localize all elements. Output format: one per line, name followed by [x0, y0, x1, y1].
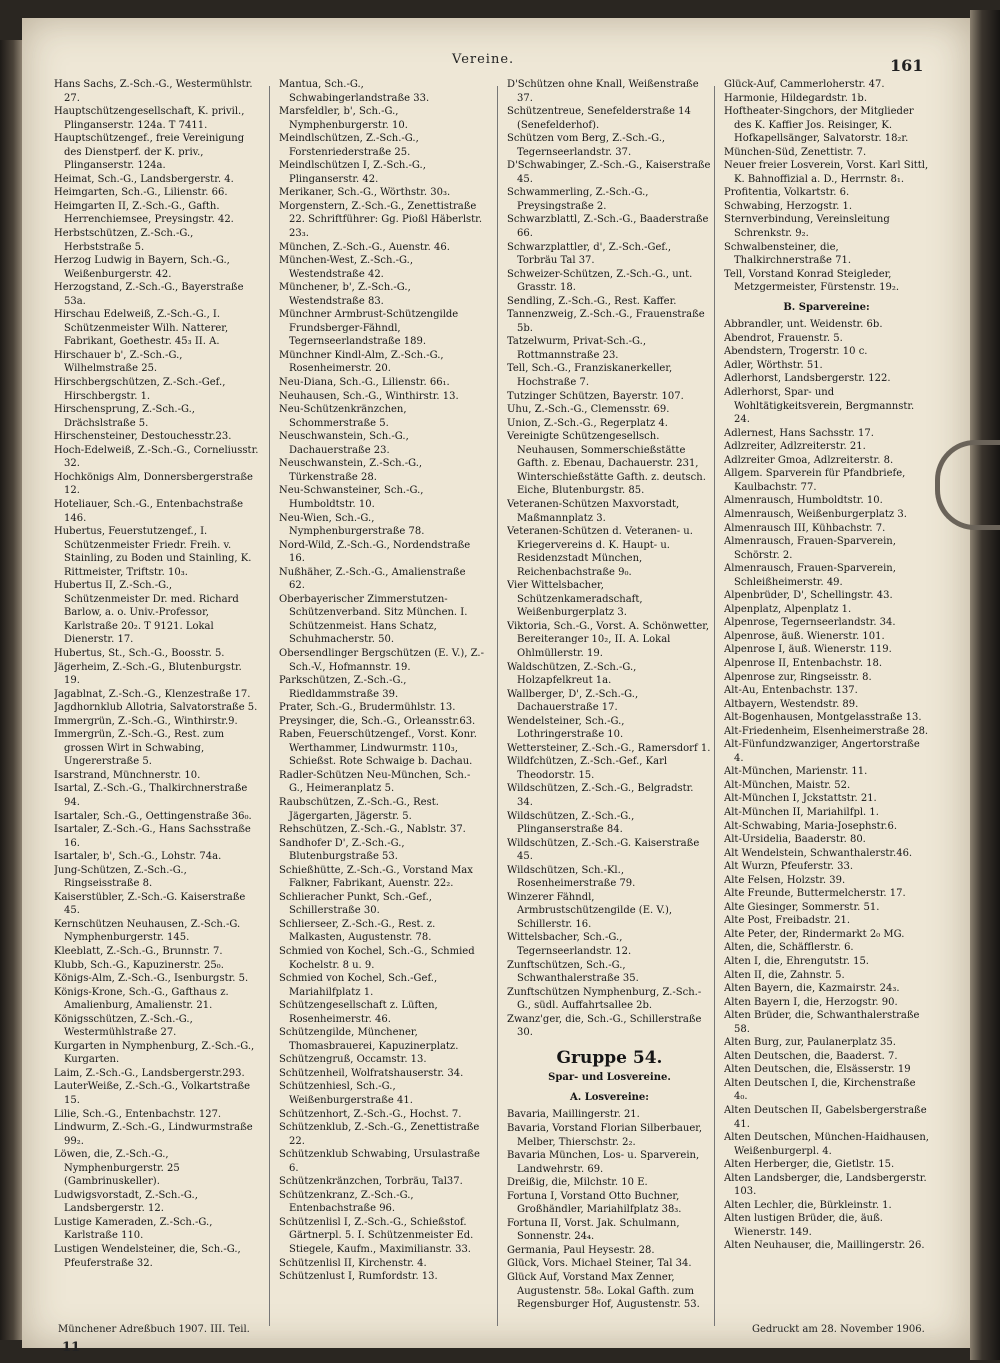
- column-4: [724, 78, 929, 1323]
- directory-entry: Tell, Sch.-G., Franziskanerkeller, Hochstraße 7.: [507, 363, 673, 389]
- directory-entry: Alt-München II, Mariahilfpl. 1.: [724, 806, 879, 818]
- directory-entry: Alten Bayern I, die, Herzogstr. 90.: [724, 996, 898, 1008]
- directory-entry: Schützenlust I, Rumfordstr. 13.: [279, 1271, 438, 1283]
- directory-entry: Jung-Schützen, Z.-Sch.-G., Ringseisstraße 8.: [54, 864, 187, 890]
- directory-entry: Schützenklub, Z.-Sch.-G., Zenettistraße 22.: [279, 1122, 480, 1147]
- directory-entry: Preysinger, die, Sch.-G., Orleansstr.63.: [279, 715, 476, 727]
- directory-entry: Dreißig, die, Milchstr. 10 E.: [507, 1177, 648, 1189]
- directory-entry: Germania, Paul Heysestr. 28.: [507, 1244, 655, 1256]
- column-rule: [269, 86, 270, 1326]
- directory-entry: Schwabing, Herzogstr. 1.: [724, 200, 853, 212]
- directory-entry: Almenrausch, Frauen-Sparverein, Schörstr. 2.: [724, 536, 896, 561]
- adjacent-page-edge: [0, 40, 22, 1340]
- directory-entry: Wildfchützen, Z.-Sch.-Gef., Karl Theodorstr. 15.: [507, 756, 668, 781]
- directory-entry: Herbstschützen, Z.-Sch.-G., Herbststraße 5.: [54, 228, 194, 253]
- directory-entry: Königs-Krone, Sch.-G., Gafthaus z. Amalienburg, Amalienstr. 21.: [54, 986, 229, 1012]
- directory-entry: Herzog Ludwig in Bayern, Sch.-G., Weißenburgerstr. 42.: [54, 255, 230, 280]
- directory-entry: Sternverbindung, Vereinsleitung Schrenkstr. 9₂.: [724, 214, 890, 240]
- column-rule: [714, 86, 715, 1326]
- column-rule: [497, 86, 498, 1326]
- directory-entry: Schützen vom Berg, Z.-Sch.-G., Tegernseerlandstr. 37.: [507, 133, 666, 158]
- directory-entry: Immergrün, Z.-Sch.-G., Rest. zum grossen Wirt in Schwabing, Ungererstraße 5.: [54, 729, 225, 768]
- directory-entry: Tannenzweig, Z.-Sch.-G., Frauenstraße 5b.: [507, 309, 705, 334]
- directory-entry: Neu-Wien, Sch.-G., Nymphenburgerstraße 78.: [279, 512, 425, 538]
- directory-entry: Hoftheater-Singchors, der Mitglieder des K. Kaffier Jos. Reisinger, K. Hofkapellsänger, Salvatorstr. 18₂r.: [724, 106, 914, 145]
- directory-entry: Isartaler, b', Sch.-G., Lohstr. 74a.: [54, 851, 222, 863]
- directory-entry: Hirschauer b', Z.-Sch.-G., Wilhelmstraße 25.: [54, 349, 183, 375]
- directory-entry: Neu-Schützenkränzchen, Schommerstraße 5.: [279, 404, 407, 429]
- directory-entry: Veteranen-Schützen d. Veteranen- u. Kriegervereins d. K. Haupt- u. Residenzstadt München, Reichenbachstraße 9₀.: [507, 526, 693, 578]
- directory-entry: D'Schützen ohne Knall, Weißenstraße 37.: [507, 79, 699, 104]
- directory-entry: Schlieracher Punkt, Sch.-Gef., Schillerstraße 30.: [279, 891, 432, 917]
- directory-entry: Alten Deutschen, die, Elsässerstr. 19: [724, 1064, 911, 1076]
- running-head: Vereine.: [452, 52, 515, 67]
- directory-entry: Schützenhort, Z.-Sch.-G., Hochst. 7.: [279, 1108, 462, 1120]
- directory-entry: Schützengesellschaft z. Lüften, Rosenheimerstr. 46.: [279, 1000, 438, 1025]
- directory-entry: Tatzelwurm, Privat-Sch.-G., Rottmannstraße 23.: [507, 336, 647, 361]
- directory-entry: Altbayern, Westendstr. 89.: [724, 698, 859, 710]
- directory-entry: Hoteliauer, Sch.-G., Entenbachstraße 146.: [54, 498, 244, 524]
- column-2: [279, 78, 484, 1323]
- directory-entry: Ludwigsvorstadt, Z.-Sch.-G., Landsbergerstr. 12.: [54, 1189, 198, 1215]
- directory-entry: Alt Wurzn, Pfeuferstr. 33.: [724, 861, 854, 873]
- directory-entry: Alten Brüder, die, Schwanthalerstraße 58.: [724, 1010, 920, 1035]
- directory-entry: Hochkönigs Alm, Donnersbergerstraße 12.: [54, 471, 253, 497]
- directory-entry: Wildschützen, Sch.-Kl., Rosenheimerstraße 79.: [507, 864, 636, 890]
- directory-entry: Alt Wendelstein, Schwanthalerstr.46.: [724, 847, 913, 859]
- directory-entry: Alpenbrüder, D', Schellingstr. 43.: [724, 590, 893, 602]
- directory-entry: Obersendlinger Bergschützen (E. V.), Z.-Sch.-V., Hofmannstr. 19.: [279, 647, 484, 673]
- directory-entry: Alpenrose I, äuß. Wienerstr. 119.: [724, 644, 892, 656]
- directory-entry: Jägerheim, Z.-Sch.-G., Blutenburgstr. 19.: [54, 661, 242, 687]
- directory-entry: Alten II, die, Zahnstr. 5.: [724, 969, 845, 981]
- directory-entry: Isarstrand, Münchnerstr. 10.: [54, 769, 201, 781]
- directory-entry: Adler, Wörthstr. 51.: [724, 359, 823, 371]
- directory-entry: Jagdhornklub Allotria, Salvatorstraße 5.: [54, 702, 258, 714]
- directory-entry: Alten Neuhauser, die, Maillingerstr. 26.: [724, 1240, 925, 1252]
- footer-imprint: Münchener Adreßbuch 1907. III. Teil.: [58, 1324, 250, 1335]
- directory-entry: Hubertus, St., Sch.-G., Boosstr. 5.: [54, 647, 225, 659]
- directory-entry: Heimgarten II, Z.-Sch.-G., Gafth. Herrenchiemsee, Preysingstr. 42.: [54, 200, 234, 226]
- directory-entry: Union, Z.-Sch.-G., Regerplatz 4.: [507, 417, 668, 429]
- directory-entry: Alten Lechler, die, Bürkleinstr. 1.: [724, 1199, 892, 1211]
- directory-entry: Kleeblatt, Z.-Sch.-G., Brunnstr. 7.: [54, 946, 223, 957]
- directory-entry: Viktoria, Sch.-G., Vorst. A. Schönwetter, Bereiteranger 10₂, II. A. Lokal Ohlmüllerstr. 19.: [507, 620, 710, 659]
- section-b-heading: B. Sparvereine:: [783, 301, 870, 313]
- directory-entry: Heimat, Sch.-G., Landsbergerstr. 4.: [54, 173, 234, 185]
- directory-entry: Bavaria, Vorstand Florian Silberbauer, Melber, Thierschstr. 2₂.: [507, 1123, 703, 1148]
- directory-entry: Alt-Friedenheim, Elsenheimerstraße 28.: [724, 725, 929, 737]
- directory-entry: Schmied von Kochel, Sch.-G., Schmied Kochelstr. 8 u. 9.: [279, 946, 475, 971]
- directory-entry: Schützenheil, Wolfratshauserstr. 34.: [279, 1067, 464, 1079]
- directory-entry: Münchner Armbrust-Schützengilde Frundsberger-Fähndl, Tegernseerlandstraße 189.: [279, 309, 459, 348]
- directory-entry: Meindlschützen I, Z.-Sch.-G., Plinganserstr. 42.: [279, 160, 426, 185]
- directory-entry: Alpenplatz, Alpenplatz 1.: [724, 603, 852, 615]
- directory-entry: Sendling, Z.-Sch.-G., Rest. Kaffer.: [507, 295, 677, 307]
- directory-entry: Alte Giesinger, Sommerstr. 51.: [724, 901, 880, 913]
- directory-entry: Abbrandler, unt. Weidenstr. 6b.: [724, 319, 883, 331]
- directory-entry: Alten Landsberger, die, Landsbergerstr. 103.: [724, 1172, 927, 1198]
- directory-entry: Münchner Kindl-Alm, Z.-Sch.-G., Rosenheimerstr. 20.: [279, 349, 444, 375]
- directory-entry: München, Z.-Sch.-G., Auenstr. 46.: [279, 241, 450, 253]
- directory-entry: LauterWeiße, Z.-Sch.-G., Volkartstraße 15.: [54, 1081, 251, 1107]
- directory-entry: Profitentia, Volkartstr. 6.: [724, 187, 850, 199]
- directory-entry: Alpenrose, Tegernseerlandstr. 34.: [724, 617, 896, 629]
- directory-entry: Bavaria München, Los- u. Sparverein, Landwehrstr. 69.: [507, 1150, 700, 1175]
- directory-entry: Alten lustigen Brüder, die, äuß. Wienerstr. 149.: [724, 1213, 883, 1238]
- directory-entry: Wildschützen, Z.-Sch.-G. Kaiserstraße 45.: [507, 837, 700, 863]
- book-fore-edge: [970, 10, 1000, 1360]
- directory-entry: Alten Deutschen, die, Baaderst. 7.: [724, 1050, 898, 1062]
- directory-entry: Neuhausen, Sch.-G., Winthirstr. 13.: [279, 390, 459, 402]
- directory-entry: Almenrausch, Weißenburgerplatz 3.: [724, 508, 907, 520]
- directory-entry: Hirschensprung, Z.-Sch.-G., Drächslstraße 5.: [54, 404, 195, 429]
- directory-entry: Allgem. Sparverein für Pfandbriefe, Kaulbachstr. 77.: [724, 468, 906, 493]
- directory-entry: Uhu, Z.-Sch.-G., Clemensstr. 69.: [507, 404, 670, 416]
- group-subtitle: Spar- und Losvereine.: [548, 1072, 671, 1084]
- directory-entry: Alpenrose II, Entenbachstr. 18.: [724, 657, 883, 669]
- directory-entry: Waldschützen, Z.-Sch.-G., Holzapfelkreut 1a.: [507, 661, 637, 687]
- directory-entry: Zunftschützen Nymphenburg, Z.-Sch.-G., südl. Auffahrtsallee 2b.: [507, 986, 702, 1012]
- directory-entry: Schwarzplattler, d', Z.-Sch.-Gef., Torbräu Tal 37.: [507, 241, 672, 267]
- directory-entry: Lindwurm, Z.-Sch.-G., Lindwurmstraße 99₂.: [54, 1122, 253, 1147]
- directory-entry: Alt-Fünfundzwanziger, Angertorstraße 4.: [724, 739, 920, 764]
- directory-entry: Glück Auf, Vorstand Max Zenner, Augustenstr. 58₀. Lokal Gafth. zum Regensburger Hof, Augustenstr. 53.: [507, 1272, 700, 1311]
- directory-entry: Schwalbensteiner, die, Thalkirchnerstraße 71.: [724, 241, 852, 267]
- directory-entry: Kaiserstübler, Z.-Sch.-G. Kaiserstraße 45.: [54, 891, 246, 917]
- directory-entry: Alten Bayern, die, Kazmairstr. 24₃.: [724, 983, 900, 995]
- directory-entry: Hubertus, Feuerstutzengef., I. Schützenmeister Friedr. Freih. v. Stainling, zu Boden und Stainling, K. Rittmeister, Triftstr. 10₃.: [54, 526, 252, 578]
- directory-entry: Meindlschützen, Z.-Sch.-G., Forstenriederstraße 25.: [279, 133, 419, 158]
- directory-entry: Wildschützen, Z.-Sch.-G., Belgradstr. 34.: [507, 783, 694, 808]
- section-a-entries: [507, 1108, 712, 1311]
- directory-entry: Schwarzblattl, Z.-Sch.-G., Baaderstraße 66.: [507, 214, 709, 240]
- directory-entry: Alten Herberger, die, Gietlstr. 15.: [724, 1159, 895, 1171]
- directory-entry: Alt-Ursidelia, Baaderstr. 80.: [724, 834, 866, 846]
- directory-entry: München-Süd, Zenettistr. 7.: [724, 146, 867, 158]
- directory-entry: Wittelsbacher, Sch.-G., Tegernseerlandstr. 12.: [507, 932, 632, 957]
- directory-entry: Rehschützen, Z.-Sch.-G., Nablstr. 37.: [279, 824, 466, 836]
- directory-entry: Hirschensteiner, Destouchesstr.23.: [54, 431, 232, 443]
- directory-entry: Harmonie, Hildegardstr. 1b.: [724, 92, 867, 104]
- directory-entry: Zwanz'ger, die, Sch.-G., Schillerstraße 30.: [507, 1013, 702, 1039]
- directory-entry: Jagablnat, Z.-Sch.-G., Klenzestraße 17.: [54, 688, 251, 700]
- directory-entry: Schützenkranz, Z.-Sch.-G., Entenbachstraße 96.: [279, 1189, 414, 1215]
- directory-entry: Schützenkränzchen, Torbräu, Tal37.: [279, 1176, 463, 1188]
- directory-entry: Heimgarten, Sch.-G., Lilienstr. 66.: [54, 187, 228, 199]
- directory-entry: Wettersteiner, Z.-Sch.-G., Ramersdorf 1.: [507, 742, 711, 754]
- column-4-entries: [724, 78, 929, 295]
- directory-entry: Königsschützen, Z.-Sch.-G., Westermühlstraße 27.: [54, 1013, 193, 1039]
- directory-entry: Tell, Vorstand Konrad Steigleder, Metzgermeister, Fürstenstr. 19₂.: [724, 268, 900, 294]
- directory-entry: Almenrausch, Humboldtstr. 10.: [724, 495, 883, 507]
- directory-entry: Schützenlisl II, Kirchenstr. 4.: [279, 1257, 427, 1269]
- directory-entry: Löwen, die, Z.-Sch.-G., Nymphenburgerstr. 25 (Gambrinuskeller).: [54, 1149, 180, 1188]
- directory-entry: Hans Sachs, Z.-Sch.-G., Westermühlstr. 27.: [54, 79, 253, 104]
- directory-entry: Oberbayerischer Zimmerstutzen-Schützenverband. Sitz München. I. Schützenmeist. Hans Schatz, Schuhmacherstr. 50.: [279, 593, 468, 646]
- directory-entry: Nord-Wild, Z.-Sch.-G., Nordendstraße 16.: [279, 539, 471, 565]
- book-page: [22, 18, 970, 1355]
- directory-entry: München-West, Z.-Sch.-G., Westendstraße 42.: [279, 255, 414, 280]
- directory-entry: Schlierseer, Z.-Sch.-G., Rest. z. Malkasten, Augustenstr. 78.: [279, 918, 436, 944]
- directory-entry: Merikaner, Sch.-G., Wörthstr. 30₃.: [279, 187, 451, 199]
- directory-entry: Alten Deutschen, München-Haidhausen, Weißenburgerpl. 4.: [724, 1132, 929, 1157]
- directory-entry: Alte Felsen, Holzstr. 39.: [724, 874, 846, 886]
- directory-entry: Schützenklub Schwabing, Ursulastraße 6.: [279, 1149, 480, 1174]
- directory-entry: Hirschbergschützen, Z.-Sch.-Gef., Hirschbergstr. 1.: [54, 377, 226, 402]
- directory-entry: Alpenrose zur, Ringseisstr. 8.: [724, 671, 872, 683]
- footer-signature-mark: 11: [62, 1340, 81, 1355]
- directory-entry: Radler-Schützen Neu-München, Sch.-G., Heimeranplatz 5.: [279, 769, 471, 795]
- directory-entry: Schießhütte, Z.-Sch.-G., Vorstand Max Falkner, Fabrikant, Auenstr. 22₂.: [279, 864, 473, 890]
- directory-entry: Schmied von Kochel, Sch.-Gef., Mariahilfplatz 1.: [279, 973, 438, 998]
- section-b-entries: [724, 318, 929, 1253]
- directory-entry: Fortuna I, Vorstand Otto Buchner, Großhändler, Mariahilfplatz 38₃.: [507, 1190, 682, 1216]
- directory-entry: Schützentreue, Senefelderstraße 14 (Senefelderhof).: [507, 106, 691, 131]
- directory-entry: Lilie, Sch.-G., Entenbachstr. 127.: [54, 1108, 222, 1120]
- directory-entry: Alt-München, Maistr. 52.: [724, 779, 851, 791]
- directory-entry: Alten Deutschen II, Gabelsbergerstraße 41.: [724, 1105, 927, 1130]
- directory-entry: Hauptschützengesellschaft, K. privil., Plinganserstr. 124a. T 7411.: [54, 106, 245, 131]
- directory-entry: Wildschützen, Z.-Sch.-G., Plinganserstraße 84.: [507, 810, 635, 836]
- directory-entry: Schützengruß, Occamstr. 13.: [279, 1054, 427, 1066]
- directory-entry: Winzerer Fähndl, Armbrustschützengilde (E. V.), Schillerstr. 16.: [507, 891, 673, 930]
- directory-entry: Vereinigte Schützengesellsch. Neuhausen, Sommerschießstätte Gafth. z. Ebenau, Dachauerstr. 231, Winterschießstätte Gafth. z. deutsch. Eiche, Blutenburgstr. 85.: [507, 431, 706, 497]
- directory-entry: Isartaler, Sch.-G., Oettingenstraße 36₀.: [54, 810, 252, 822]
- directory-entry: Parkschützen, Z.-Sch.-G., Riedldammstraße 39.: [279, 675, 407, 700]
- directory-entry: Sandhofer D', Z.-Sch.-G., Blutenburgstraße 53.: [279, 837, 405, 863]
- directory-entry: Alten Burg, zur, Paulanerplatz 35.: [724, 1037, 896, 1049]
- directory-entry: Adlzreiter Gmoa, Adlzreiterstr. 8.: [724, 454, 894, 466]
- directory-entry: Isartaler, Z.-Sch.-G., Hans Sachsstraße 16.: [54, 824, 251, 849]
- column-3: [507, 78, 712, 1323]
- directory-entry: Veteranen-Schützen Maxvorstadt, Maßmannplatz 3.: [507, 498, 680, 524]
- directory-entry: Glück, Vors. Michael Steiner, Tal 34.: [507, 1258, 692, 1270]
- directory-entry: Raben, Feuerschützengef., Vorst. Konr. Werthammer, Lindwurmstr. 110₃, Schießst. Rote Schwaige b. Dachau.: [279, 729, 477, 768]
- directory-entry: Glück-Auf, Cammerloherstr. 47.: [724, 79, 885, 90]
- directory-entry: Almenrausch, Frauen-Sparverein, Schleißheimerstr. 49.: [724, 563, 896, 588]
- directory-entry: Lustige Kameraden, Z.-Sch.-G., Karlstraße 110.: [54, 1216, 213, 1242]
- directory-entry: Münchener, b', Z.-Sch.-G., Westendstraße 83.: [279, 282, 411, 307]
- directory-entry: Alt-Bogenhausen, Montgelasstraße 13.: [724, 712, 922, 724]
- directory-entry: Alten, die, Schäfflerstr. 6.: [724, 942, 854, 954]
- directory-entry: D'Schwabinger, Z.-Sch.-G., Kaiserstraße 45.: [507, 160, 711, 185]
- directory-entry: Schützenlisl I, Z.-Sch.-G., Schießstof. Gärtnerpl. 5. I. Schützenmeister Ed. Stiegele, Kaufm., Maximilianstr. 33.: [279, 1216, 474, 1256]
- directory-entry: Alten I, die, Ehrengutstr. 15.: [724, 956, 869, 967]
- directory-entry: Mantua, Sch.-G., Schwabingerlandstraße 33.: [279, 79, 430, 104]
- directory-entry: Wendelsteiner, Sch.-G., Lothringerstraße 10.: [507, 715, 625, 741]
- directory-entry: Alt-Schwabing, Maria-Josephstr.6.: [724, 820, 898, 832]
- directory-entry: Hirschau Edelweiß, Z.-Sch.-G., I. Schützenmeister Wilh. Natterer, Fabrikant, Goethestr. 45₃ II. A.: [54, 309, 229, 348]
- directory-entry: Tutzinger Schützen, Bayerstr. 107.: [507, 390, 684, 402]
- directory-entry: Fortuna II, Vorst. Jak. Schulmann, Sonnenstr. 24₄.: [507, 1217, 680, 1243]
- directory-entry: Schwammerling, Z.-Sch.-G., Preysingstraße 2.: [507, 187, 649, 212]
- directory-entry: Kernschützen Neuhausen, Z.-Sch.-G. Nymphenburgerstr. 145.: [54, 918, 241, 944]
- directory-entry: Neu-Diana, Sch.-G., Lilienstr. 66₁.: [279, 377, 450, 389]
- directory-entry: Neu-Schwansteiner, Sch.-G., Humboldtstr. 10.: [279, 485, 424, 510]
- directory-entry: Marsfeldler, b', Sch.-G., Nymphenburgerstr. 10.: [279, 106, 408, 131]
- directory-entry: Schützengilde, Münchener, Thomasbrauerei, Kapuzinerplatz.: [279, 1027, 459, 1052]
- directory-entry: Abendstern, Trogerstr. 10 c.: [724, 346, 868, 358]
- directory-entry: Klubb, Sch.-G., Kapuzinerstr. 25₀.: [54, 959, 224, 971]
- column-1: [54, 78, 259, 1323]
- directory-entry: Abendrot, Frauenstr. 5.: [724, 332, 843, 344]
- directory-entry: Alt-München I, Jckstattstr. 21.: [724, 793, 877, 805]
- directory-entry: Adlernest, Hans Sachsstr. 17.: [724, 427, 874, 439]
- footer-print-date: Gedruckt am 28. November 1906.: [752, 1324, 925, 1335]
- directory-entry: Raubschützen, Z.-Sch.-G., Rest. Jägergarten, Jägerstr. 5.: [279, 796, 439, 822]
- directory-entry: Adlerhorst, Spar- und Wohltätigkeitsverein, Bergmannstr. 24.: [724, 387, 915, 426]
- directory-entry: Neuer freier Losverein, Vorst. Karl Sittl, K. Bahnoffizial a. D., Herrnstr. 8₁.: [724, 160, 929, 185]
- directory-entry: Bavaria, Maillingerstr. 21.: [507, 1109, 640, 1121]
- directory-entry: Alte Peter, der, Rindermarkt 2₀ MG.: [724, 928, 905, 940]
- directory-entry: Hubertus II, Z.-Sch.-G., Schützenmeister Dr. med. Richard Barlow, a. o. Univ.-Professor, Karlstraße 20₂. T 9121. Lokal Dienerstr. 17.: [54, 580, 239, 646]
- group-title: Gruppe 54.: [556, 1047, 663, 1068]
- book-clasp: [935, 440, 1000, 530]
- directory-entry: Hauptschützengef., freie Vereinigung des Dienstperf. der K. priv., Plinganserstr. 124a.: [54, 133, 245, 172]
- page-number: 161: [890, 56, 924, 75]
- directory-entry: Alpenrose, äuß. Wienerstr. 101.: [724, 630, 885, 642]
- directory-entry: Alte Freunde, Buttermelcherstr. 17.: [724, 888, 906, 900]
- directory-entry: Alte Post, Freibadstr. 21.: [724, 915, 851, 927]
- directory-entry: Neuschwanstein, Z.-Sch.-G., Türkenstraße 28.: [279, 458, 423, 483]
- directory-entry: Almenrausch III, Kühbachstr. 7.: [724, 522, 886, 534]
- directory-entry: Laim, Z.-Sch.-G., Landsbergerstr.293.: [54, 1067, 245, 1079]
- directory-entry: Alt-München, Marienstr. 11.: [724, 766, 868, 778]
- directory-entry: Königs-Alm, Z.-Sch.-G., Isenburgstr. 5.: [54, 973, 249, 985]
- directory-columns: [54, 78, 929, 1323]
- directory-entry: Prater, Sch.-G., Brudermühlstr. 13.: [279, 702, 456, 714]
- directory-entry: Schützenhiesl, Sch.-G., Weißenburgerstraße 41.: [279, 1081, 413, 1107]
- directory-entry: Lustigen Wendelsteiner, die, Sch.-G., Pfeuferstraße 32.: [54, 1244, 241, 1269]
- directory-entry: Isartal, Z.-Sch.-G., Thalkirchnerstraße 94.: [54, 783, 248, 808]
- directory-entry: Adlzreiter, Adlzreiterstr. 21.: [724, 441, 866, 453]
- directory-entry: Adlerhorst, Landsbergerstr. 122.: [724, 373, 891, 385]
- section-a-heading: A. Losvereine:: [570, 1091, 649, 1103]
- directory-entry: Wallberger, D', Z.-Sch.-G., Dachauerstraße 17.: [507, 688, 639, 714]
- directory-entry: Nußhäher, Z.-Sch.-G., Amalienstraße 62.: [279, 566, 466, 592]
- directory-entry: Morgenstern, Z.-Sch.-G., Zenettistraße 22. Schriftführer: Gg. Pioßl Häberlstr. 23₃.: [279, 200, 483, 240]
- directory-entry: Schweizer-Schützen, Z.-Sch.-G., unt. Grasstr. 18.: [507, 268, 693, 294]
- directory-entry: Immergrün, Z.-Sch.-G., Winthirstr.9.: [54, 715, 238, 727]
- directory-entry: Alt-Au, Entenbachstr. 137.: [724, 685, 858, 697]
- directory-entry: Herzogstand, Z.-Sch.-G., Bayerstraße 53a.: [54, 282, 244, 307]
- directory-entry: Hoch-Edelweiß, Z.-Sch.-G., Corneliusstr. 32.: [54, 444, 259, 470]
- directory-entry: Zunftschützen, Sch.-G., Schwanthalerstraße 35.: [507, 959, 639, 985]
- directory-entry: Vier Wittelsbacher, Schützenkameradschaft, Weißenburgerplatz 3.: [507, 580, 643, 619]
- directory-entry: Alten Deutschen I, die, Kirchenstraße 4₀.: [724, 1077, 916, 1103]
- column-3-entries: [507, 78, 712, 1040]
- directory-entry: Kurgarten in Nymphenburg, Z.-Sch.-G., Kurgarten.: [54, 1040, 255, 1066]
- directory-entry: Neuschwanstein, Sch.-G., Dachauerstraße 23.: [279, 431, 409, 456]
